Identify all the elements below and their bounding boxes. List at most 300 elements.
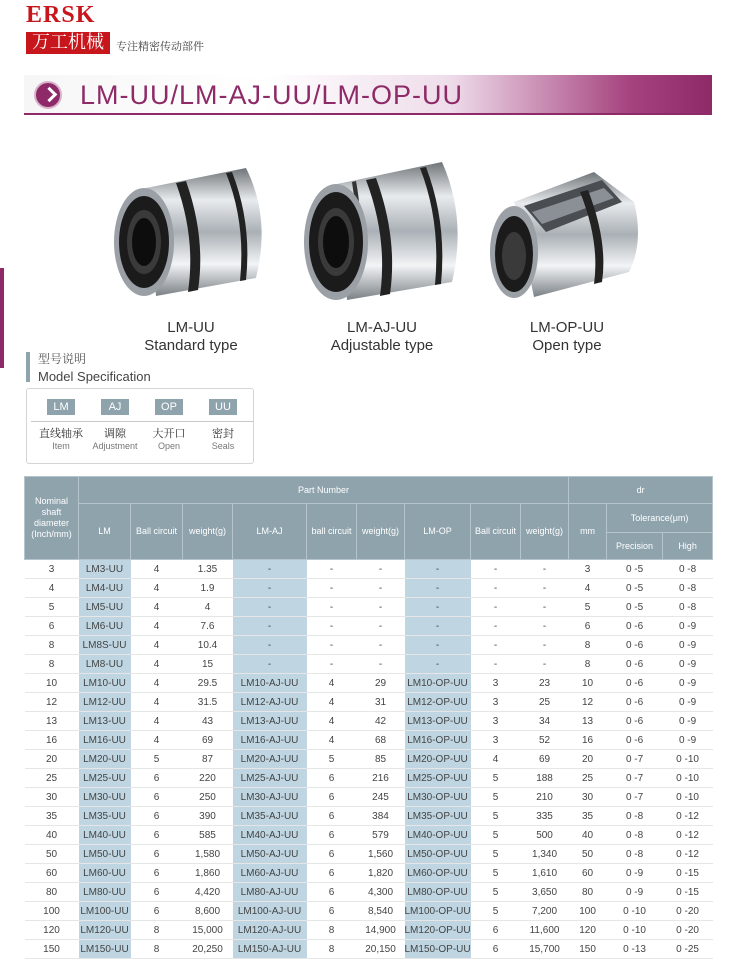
table-cell: 0 -8: [663, 579, 713, 598]
table-cell: 10: [569, 674, 607, 693]
table-cell: 0 -20: [663, 921, 713, 940]
table-cell: LM4-UU: [79, 579, 131, 598]
header-tolerance: Tolerance(μm): [607, 504, 713, 533]
table-cell: LM120-OP-UU: [405, 921, 471, 940]
table-row: [25, 921, 713, 940]
table-cell: 0 -10: [607, 921, 663, 940]
table-row: [25, 636, 713, 655]
table-cell: LM13-AJ-UU: [233, 712, 307, 731]
table-cell: LM60-OP-UU: [405, 864, 471, 883]
product-lm-op-uu: [484, 162, 650, 355]
table-cell: LM120-AJ-UU: [233, 921, 307, 940]
table-cell: -: [307, 579, 357, 598]
table-cell: 20: [25, 750, 79, 769]
table-cell: 6: [307, 864, 357, 883]
table-cell: -: [307, 655, 357, 674]
spec-code: LM: [47, 399, 75, 415]
table-cell: 25: [25, 769, 79, 788]
table-cell: 40: [25, 826, 79, 845]
table-cell: 210: [521, 788, 569, 807]
table-cell: 4: [131, 655, 183, 674]
header-dr: dr: [569, 477, 713, 504]
table-cell: 1,560: [357, 845, 405, 864]
product-type: Adjustable type: [330, 337, 434, 354]
table-cell: 8: [569, 636, 607, 655]
table-cell: -: [357, 598, 405, 617]
table-cell: LM20-UU: [79, 750, 131, 769]
table-cell: 10.4: [183, 636, 233, 655]
table-cell: 5: [307, 750, 357, 769]
header-part-number: Part Number: [79, 477, 569, 504]
product-lm-uu: [106, 158, 276, 355]
table-cell: 1.9: [183, 579, 233, 598]
table-cell: 5: [471, 788, 521, 807]
divider: [193, 421, 253, 422]
table-row: [25, 826, 713, 845]
table-cell: 0 -6: [607, 693, 663, 712]
table-cell: 20,150: [357, 940, 405, 959]
table-cell: 3: [471, 674, 521, 693]
table-cell: 220: [183, 769, 233, 788]
table-cell: 69: [183, 731, 233, 750]
header-mm: mm: [569, 504, 607, 560]
table-cell: 0 -8: [607, 807, 663, 826]
table-cell: -: [357, 617, 405, 636]
table-cell: 150: [25, 940, 79, 959]
table-cell: 25: [521, 693, 569, 712]
table-cell: 120: [569, 921, 607, 940]
table-cell: 8: [307, 921, 357, 940]
table-cell: LM13-OP-UU: [405, 712, 471, 731]
table-row: [25, 617, 713, 636]
table-cell: 42: [357, 712, 405, 731]
table-cell: 7,200: [521, 902, 569, 921]
table-cell: 100: [569, 902, 607, 921]
table-cell: LM150-UU: [79, 940, 131, 959]
table-cell: 29.5: [183, 674, 233, 693]
header-ball-circuit: ball circuit: [307, 504, 357, 560]
table-cell: 0 -8: [607, 826, 663, 845]
product-name: LM-UU: [167, 319, 215, 336]
header-lm-op: LM-OP: [405, 504, 471, 560]
table-cell: 4: [131, 598, 183, 617]
table-cell: 50: [25, 845, 79, 864]
table-cell: 0 -10: [663, 769, 713, 788]
table-cell: LM25-UU: [79, 769, 131, 788]
table-cell: -: [405, 636, 471, 655]
table-row: [25, 902, 713, 921]
bearing-adjustable-icon: [292, 154, 472, 308]
table-cell: 390: [183, 807, 233, 826]
table-cell: 335: [521, 807, 569, 826]
table-cell: 13: [569, 712, 607, 731]
table-cell: 4,300: [357, 883, 405, 902]
table-cell: 50: [569, 845, 607, 864]
table-cell: 1,860: [183, 864, 233, 883]
spec-item-en: Adjustment: [92, 441, 138, 451]
table-cell: 34: [521, 712, 569, 731]
table-cell: -: [521, 636, 569, 655]
table-row: [25, 674, 713, 693]
table-cell: 16: [25, 731, 79, 750]
table-cell: -: [357, 655, 405, 674]
table-cell: 4: [131, 712, 183, 731]
table-cell: 120: [25, 921, 79, 940]
table-cell: LM10-OP-UU: [405, 674, 471, 693]
title-banner: [24, 75, 712, 115]
divider: [85, 421, 145, 422]
table-cell: -: [405, 560, 471, 579]
table-row: [25, 940, 713, 959]
table-cell: 5: [569, 598, 607, 617]
table-cell: 0 -9: [663, 655, 713, 674]
table-cell: -: [405, 579, 471, 598]
table-cell: LM40-UU: [79, 826, 131, 845]
table-cell: 31: [357, 693, 405, 712]
spec-item-en: Open: [157, 441, 181, 451]
table-cell: LM150-OP-UU: [405, 940, 471, 959]
page-title: LM-UU/LM-AJ-UU/LM-OP-UU: [80, 80, 463, 110]
table-cell: 69: [521, 750, 569, 769]
table-cell: -: [471, 636, 521, 655]
table-cell: -: [233, 636, 307, 655]
table-cell: 12: [569, 693, 607, 712]
table-cell: -: [357, 560, 405, 579]
table-cell: 6: [471, 940, 521, 959]
table-cell: 0 -7: [607, 788, 663, 807]
table-row: [25, 807, 713, 826]
table-cell: 0 -6: [607, 731, 663, 750]
model-spec-title-cn: 型号说明: [38, 352, 87, 366]
table-cell: 0 -12: [663, 807, 713, 826]
table-cell: -: [471, 560, 521, 579]
table-cell: LM40-AJ-UU: [233, 826, 307, 845]
table-cell: LM8S-UU: [79, 636, 131, 655]
spec-item-lm: [31, 397, 91, 452]
table-cell: -: [521, 598, 569, 617]
table-cell: 11,600: [521, 921, 569, 940]
table-row: [25, 579, 713, 598]
table-cell: 0 -9: [607, 864, 663, 883]
table-cell: 80: [25, 883, 79, 902]
table-cell: -: [307, 560, 357, 579]
table-cell: LM10-AJ-UU: [233, 674, 307, 693]
bearing-standard-icon: [106, 158, 276, 308]
table-cell: 6: [131, 845, 183, 864]
table-cell: 8: [25, 655, 79, 674]
table-cell: 6: [131, 864, 183, 883]
header-weight: weight(g): [183, 504, 233, 560]
product-type: Standard type: [144, 337, 238, 354]
table-cell: LM16-AJ-UU: [233, 731, 307, 750]
table-cell: 0 -9: [663, 636, 713, 655]
divider: [31, 421, 91, 422]
table-cell: 3: [471, 731, 521, 750]
table-cell: -: [357, 636, 405, 655]
table-cell: 1,820: [357, 864, 405, 883]
table-cell: LM5-UU: [79, 598, 131, 617]
table-cell: LM50-UU: [79, 845, 131, 864]
table-cell: -: [405, 617, 471, 636]
table-cell: 6: [307, 826, 357, 845]
header-precision: Precision: [607, 533, 663, 560]
table-cell: LM80-UU: [79, 883, 131, 902]
table-cell: 0 -9: [663, 731, 713, 750]
table-cell: 6: [131, 883, 183, 902]
table-cell: 0 -15: [663, 864, 713, 883]
table-cell: 6: [307, 902, 357, 921]
table-cell: 0 -8: [663, 598, 713, 617]
table-cell: 30: [569, 788, 607, 807]
table-cell: 4: [307, 712, 357, 731]
table-cell: 5: [471, 845, 521, 864]
table-cell: 0 -12: [663, 845, 713, 864]
product-type: Open type: [532, 337, 602, 354]
table-cell: 384: [357, 807, 405, 826]
table-row: [25, 560, 713, 579]
header-weight: weight(g): [357, 504, 405, 560]
table-cell: 0 -6: [607, 636, 663, 655]
table-cell: 6: [307, 883, 357, 902]
table-cell: 0 -8: [663, 560, 713, 579]
table-cell: 15,700: [521, 940, 569, 959]
table-cell: 16: [569, 731, 607, 750]
table-cell: 3: [471, 693, 521, 712]
table-cell: 0 -10: [663, 750, 713, 769]
table-cell: -: [405, 598, 471, 617]
table-cell: LM12-UU: [79, 693, 131, 712]
table-cell: LM10-UU: [79, 674, 131, 693]
spec-item-op: [139, 397, 199, 452]
table-cell: 5: [471, 902, 521, 921]
table-cell: 5: [25, 598, 79, 617]
table-cell: LM35-OP-UU: [405, 807, 471, 826]
bearing-open-icon: [484, 162, 650, 308]
table-cell: -: [233, 560, 307, 579]
table-cell: LM12-OP-UU: [405, 693, 471, 712]
spec-item-en: Seals: [211, 441, 235, 451]
table-cell: 4: [307, 674, 357, 693]
table-cell: 500: [521, 826, 569, 845]
table-cell: 0 -15: [663, 883, 713, 902]
table-cell: 5: [131, 750, 183, 769]
product-name: LM-AJ-UU: [347, 319, 417, 336]
table-cell: 4: [131, 636, 183, 655]
spec-item-uu: [193, 397, 253, 452]
table-cell: 6: [307, 845, 357, 864]
table-cell: 0 -5: [607, 560, 663, 579]
table-row: [25, 883, 713, 902]
table-cell: -: [307, 598, 357, 617]
table-cell: 8,540: [357, 902, 405, 921]
table-cell: -: [521, 617, 569, 636]
table-cell: LM50-AJ-UU: [233, 845, 307, 864]
table-cell: LM100-OP-UU: [405, 902, 471, 921]
table-cell: LM30-OP-UU: [405, 788, 471, 807]
table-cell: 8: [131, 921, 183, 940]
brand-logo: [26, 2, 204, 53]
table-cell: -: [307, 636, 357, 655]
table-row: [25, 788, 713, 807]
table-cell: 0 -6: [607, 712, 663, 731]
table-row: [25, 712, 713, 731]
table-cell: -: [357, 579, 405, 598]
table-cell: 12: [25, 693, 79, 712]
table-cell: 4: [131, 560, 183, 579]
spec-code: OP: [155, 399, 183, 415]
table-cell: 585: [183, 826, 233, 845]
spec-item-cn: 调隙: [104, 427, 126, 440]
brand-chinese-name: 万工机械: [26, 32, 110, 54]
table-cell: 4: [307, 731, 357, 750]
table-cell: LM25-OP-UU: [405, 769, 471, 788]
table-cell: LM30-UU: [79, 788, 131, 807]
table-cell: 0 -9: [663, 693, 713, 712]
table-cell: -: [233, 617, 307, 636]
table-cell: 8: [131, 940, 183, 959]
table-cell: LM40-OP-UU: [405, 826, 471, 845]
table-cell: 0 -7: [607, 769, 663, 788]
table-cell: 188: [521, 769, 569, 788]
table-cell: LM60-UU: [79, 864, 131, 883]
table-cell: -: [233, 579, 307, 598]
header-lm-aj: LM-AJ: [233, 504, 307, 560]
table-cell: 5: [471, 883, 521, 902]
spec-item-cn: 直线轴承: [39, 427, 83, 440]
spec-code: UU: [209, 399, 237, 415]
table-cell: -: [521, 655, 569, 674]
table-cell: 13: [25, 712, 79, 731]
table-cell: 87: [183, 750, 233, 769]
header-high: High: [663, 533, 713, 560]
table-row: [25, 845, 713, 864]
table-cell: LM100-AJ-UU: [233, 902, 307, 921]
table-cell: 43: [183, 712, 233, 731]
table-cell: 0 -13: [607, 940, 663, 959]
table-cell: LM50-OP-UU: [405, 845, 471, 864]
table-cell: LM16-UU: [79, 731, 131, 750]
model-spec-box: [26, 388, 254, 464]
table-cell: LM16-OP-UU: [405, 731, 471, 750]
table-cell: 35: [569, 807, 607, 826]
header-ball-circuit: Ball circuit: [131, 504, 183, 560]
table-cell: -: [521, 560, 569, 579]
table-cell: -: [233, 655, 307, 674]
product-name: LM-OP-UU: [529, 319, 605, 336]
table-cell: 0 -7: [607, 750, 663, 769]
table-cell: LM35-UU: [79, 807, 131, 826]
table-cell: 80: [569, 883, 607, 902]
table-cell: 6: [131, 826, 183, 845]
table-cell: LM8-UU: [79, 655, 131, 674]
table-cell: 4: [131, 617, 183, 636]
table-cell: 216: [357, 769, 405, 788]
table-cell: 60: [569, 864, 607, 883]
table-cell: 68: [357, 731, 405, 750]
table-cell: 0 -6: [607, 674, 663, 693]
table-cell: 250: [183, 788, 233, 807]
brand-name: ERSK: [26, 2, 96, 28]
table-cell: -: [521, 579, 569, 598]
table-cell: 100: [25, 902, 79, 921]
table-cell: -: [471, 655, 521, 674]
table-cell: -: [307, 617, 357, 636]
table-cell: 5: [471, 826, 521, 845]
table-cell: 4: [471, 750, 521, 769]
table-cell: 150: [569, 940, 607, 959]
table-cell: 6: [25, 617, 79, 636]
table-cell: LM12-AJ-UU: [233, 693, 307, 712]
table-cell: 35: [25, 807, 79, 826]
spec-item-aj: [85, 397, 145, 452]
header-ball-circuit: Ball circuit: [471, 504, 521, 560]
table-cell: 0 -9: [663, 674, 713, 693]
model-spec-title-en: Model Specification: [38, 369, 151, 384]
table-cell: LM3-UU: [79, 560, 131, 579]
table-cell: 0 -10: [607, 902, 663, 921]
table-cell: 6: [307, 788, 357, 807]
table-cell: 1,580: [183, 845, 233, 864]
table-cell: 0 -10: [663, 788, 713, 807]
table-cell: LM30-AJ-UU: [233, 788, 307, 807]
header-weight: weight(g): [521, 504, 569, 560]
table-cell: 4,420: [183, 883, 233, 902]
table-cell: LM13-UU: [79, 712, 131, 731]
table-cell: 15: [183, 655, 233, 674]
table-cell: 6: [131, 788, 183, 807]
table-cell: 14,900: [357, 921, 405, 940]
table-cell: 6: [131, 807, 183, 826]
table-cell: LM60-AJ-UU: [233, 864, 307, 883]
table-cell: 4: [131, 693, 183, 712]
table-cell: 8: [25, 636, 79, 655]
table-cell: LM20-OP-UU: [405, 750, 471, 769]
table-cell: 4: [183, 598, 233, 617]
table-row: [25, 598, 713, 617]
table-cell: 85: [357, 750, 405, 769]
table-cell: LM6-UU: [79, 617, 131, 636]
table-cell: 0 -5: [607, 579, 663, 598]
table-cell: LM100-UU: [79, 902, 131, 921]
table-cell: 20,250: [183, 940, 233, 959]
table-cell: 1,340: [521, 845, 569, 864]
spec-item-cn: 大开口: [152, 427, 186, 440]
table-cell: 3: [569, 560, 607, 579]
table-cell: 0 -6: [607, 655, 663, 674]
table-cell: LM120-UU: [79, 921, 131, 940]
table-cell: 0 -9: [663, 617, 713, 636]
spec-table: [24, 476, 713, 959]
divider: [139, 421, 199, 422]
table-cell: 40: [569, 826, 607, 845]
table-cell: 6: [569, 617, 607, 636]
table-cell: 0 -9: [607, 883, 663, 902]
spec-item-cn: 密封: [212, 427, 234, 440]
table-cell: 4: [569, 579, 607, 598]
table-cell: 0 -5: [607, 598, 663, 617]
spec-item-en: Item: [52, 441, 70, 451]
table-row: [25, 864, 713, 883]
table-cell: 52: [521, 731, 569, 750]
table-cell: 4: [25, 579, 79, 598]
table-cell: 5: [471, 864, 521, 883]
table-cell: 4: [131, 731, 183, 750]
table-cell: 6: [471, 921, 521, 940]
table-row: [25, 655, 713, 674]
table-cell: 3,650: [521, 883, 569, 902]
table-cell: 30: [25, 788, 79, 807]
table-cell: 8: [307, 940, 357, 959]
